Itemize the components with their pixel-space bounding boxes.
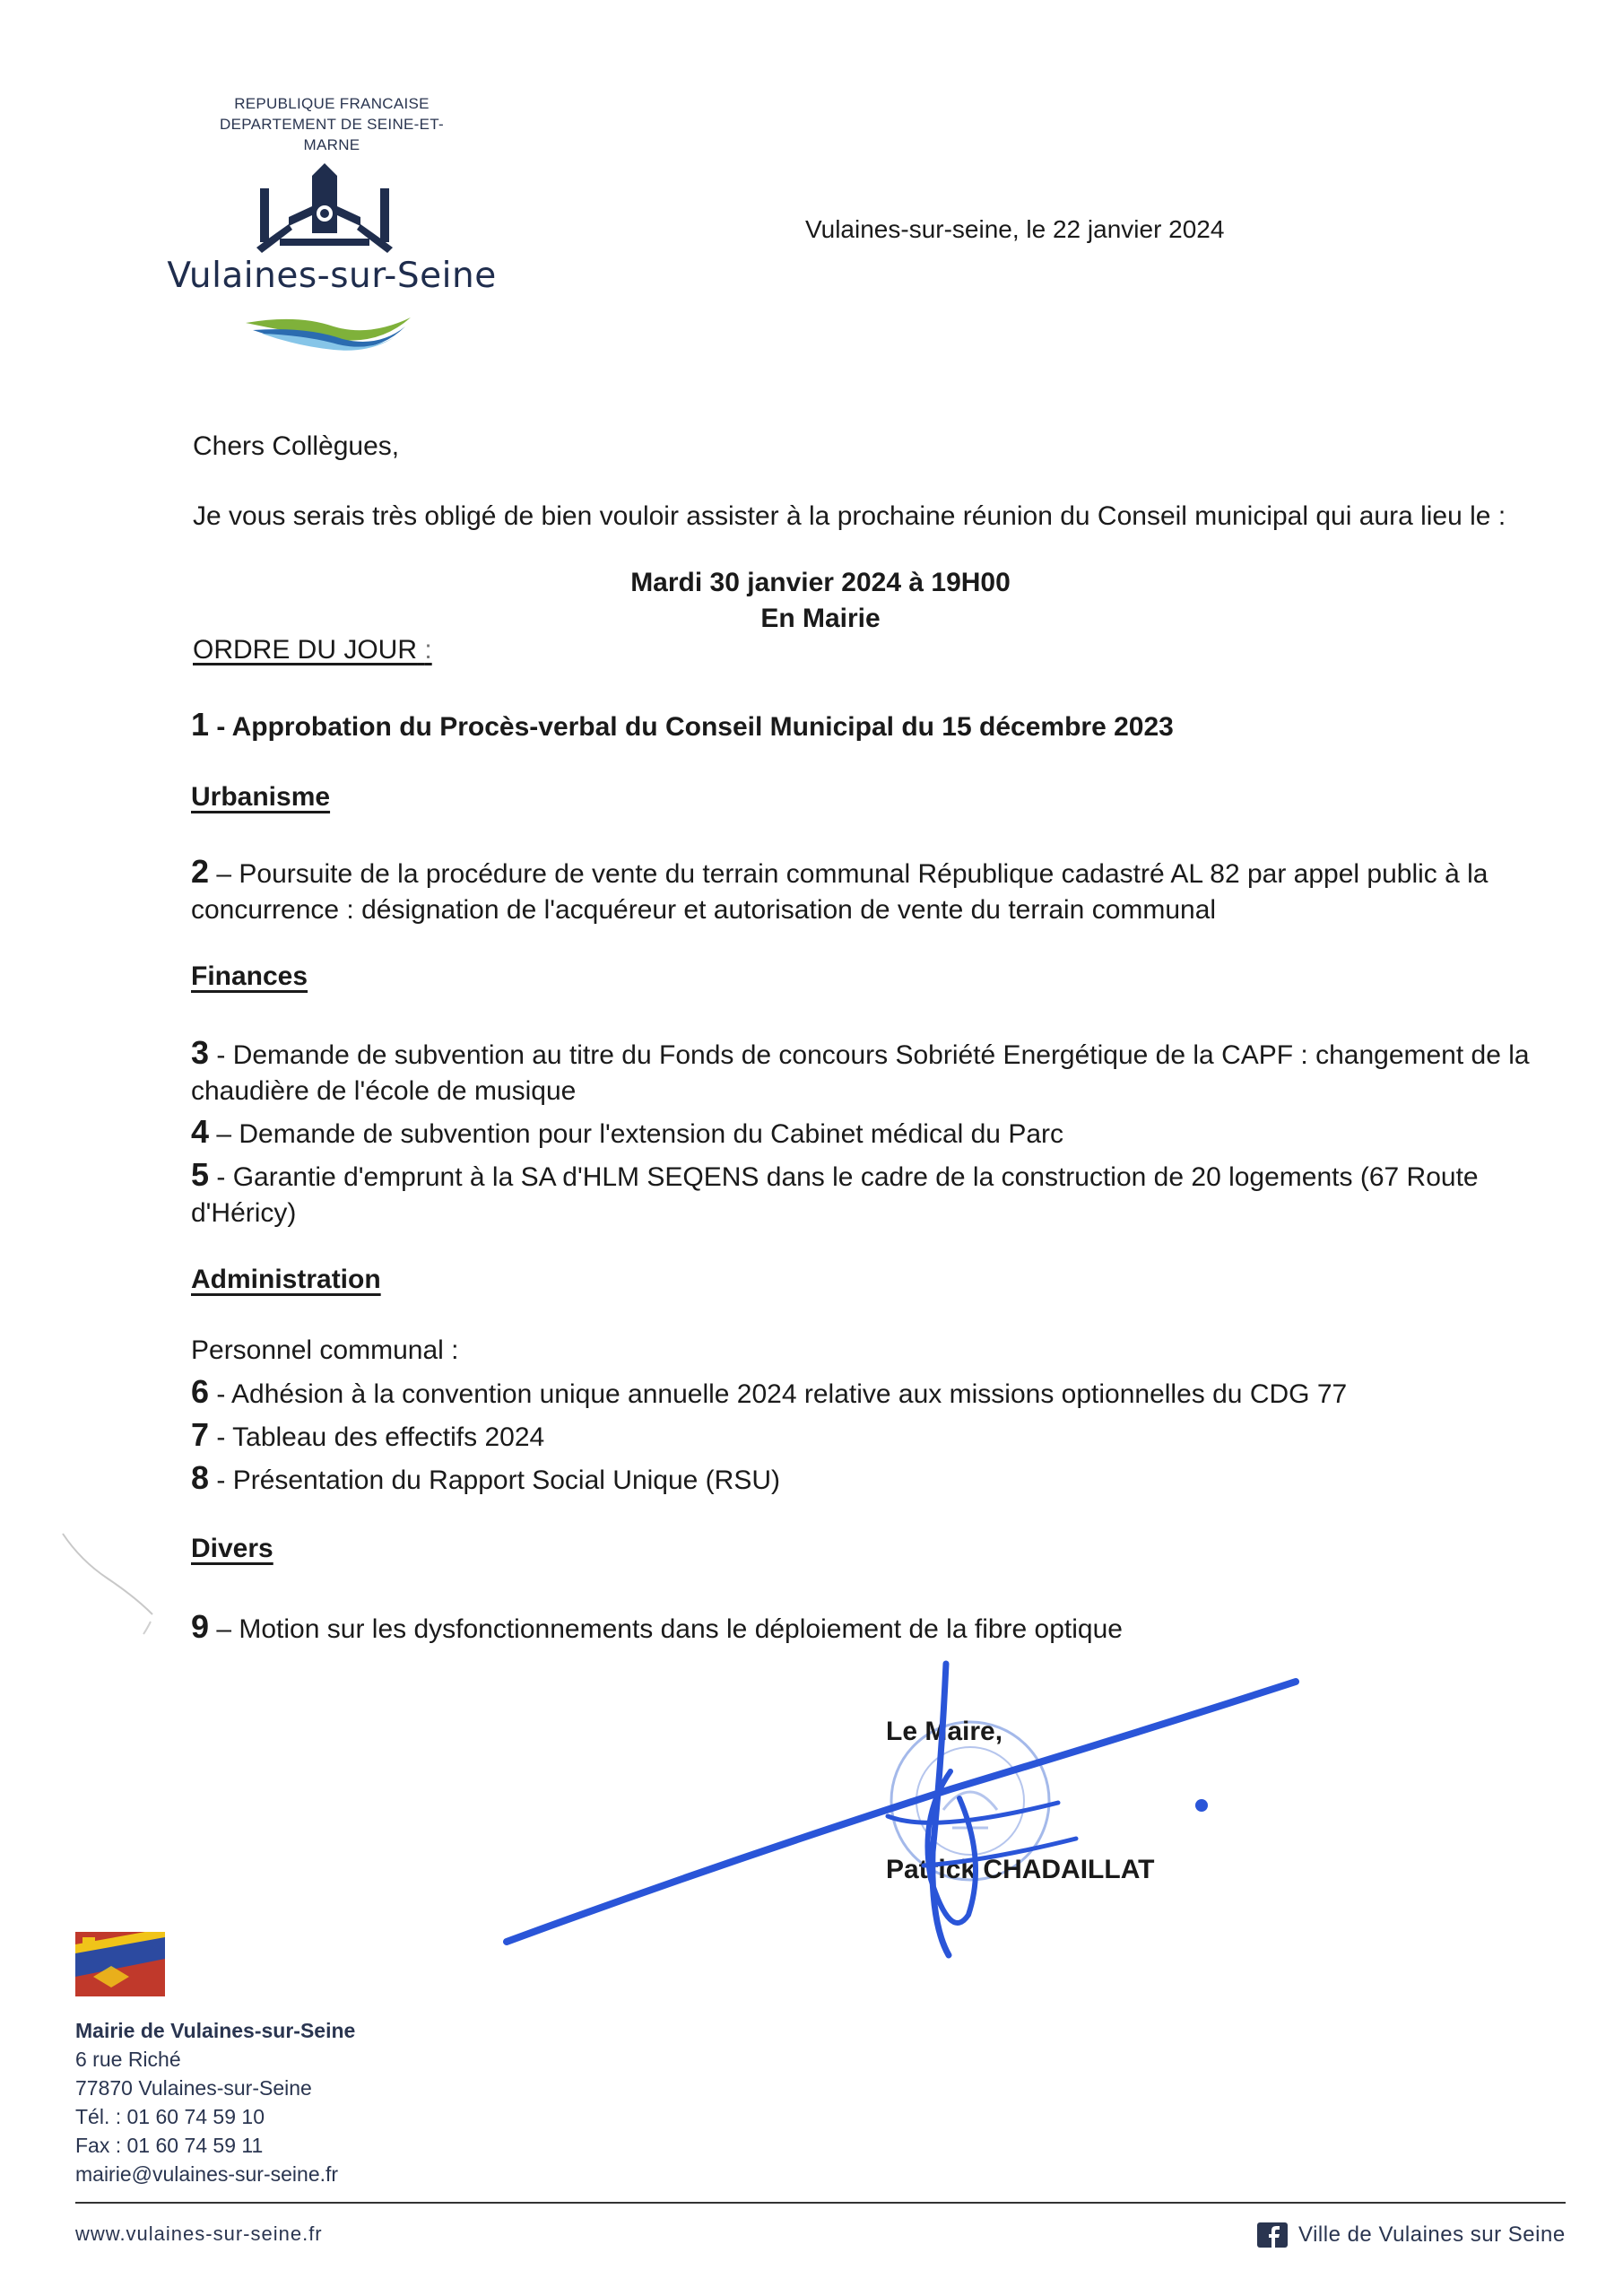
handwritten-signature: [502, 1655, 1309, 2013]
intro-paragraph: Je vous serais très obligé de bien vouloir assister à la prochaine réunion du Conseil municipal qui aura lieu le :: [193, 501, 1506, 531]
commune-logo-name: Vulaines-sur-Seine: [167, 256, 497, 296]
republic-line: REPUBLIQUE FRANCAISE: [234, 95, 430, 112]
agenda-item-6: [191, 1374, 1347, 1413]
agenda-item-text: – Demande de subvention pour l'extension du Cabinet médical du Parc: [209, 1119, 1064, 1149]
agenda-item-number: 7: [191, 1416, 210, 1453]
agenda-item-text: - Demande de subvention au titre du Fonds de concours Sobriété Energétique de la CAPF : changement de la: [209, 1040, 1530, 1070]
agenda-title-colon: :: [424, 635, 432, 665]
personnel-label: Personnel communal :: [191, 1335, 459, 1365]
agenda-item-text: - Approbation du Procès-verbal du Conseil Municipal du 15 décembre 2023: [209, 712, 1174, 742]
agenda-item-number: 1: [191, 706, 210, 743]
agenda-item-number: 3: [191, 1034, 210, 1071]
agenda-item-text-continued: chaudière de l'école de musique: [191, 1076, 577, 1106]
mairie-phone: Tél. : 01 60 74 59 10: [75, 2105, 265, 2128]
agenda-item-9: [191, 1609, 1123, 1648]
meeting-place: En Mairie: [760, 604, 881, 633]
agenda-item-number: 6: [191, 1373, 210, 1410]
website-link[interactable]: www.vulaines-sur-seine.fr: [75, 2222, 323, 2245]
greeting: Chers Collègues,: [193, 431, 400, 461]
agenda-item-number: 2: [191, 853, 210, 890]
town-hall-logo-icon: [253, 161, 396, 257]
facebook-page-link[interactable]: Ville de Vulaines sur Seine: [1298, 2222, 1566, 2247]
meeting-info: [538, 565, 1103, 637]
agenda-title-text: ORDRE DU JOUR: [193, 635, 418, 665]
mairie-fax: Fax : 01 60 74 59 11: [75, 2134, 264, 2157]
agenda-item-text: – Poursuite de la procédure de vente du terrain communal République cadastré AL 82 par appel public à la: [209, 859, 1488, 889]
mairie-city: 77870 Vulaines-sur-Seine: [75, 2076, 312, 2100]
scan-mark: [54, 1525, 170, 1641]
section-finances: Finances: [191, 961, 308, 991]
agenda-item-number: 9: [191, 1608, 210, 1645]
river-wave-icon: [244, 307, 412, 352]
agenda-item-4: [191, 1114, 1063, 1152]
agenda-item-3: [191, 1035, 1530, 1109]
section-administration: Administration: [191, 1265, 381, 1294]
section-divers: Divers: [191, 1534, 273, 1563]
agenda-item-text: – Motion sur les dysfonctionnements dans le déploiement de la fibre optique: [209, 1614, 1123, 1644]
mairie-name: Mairie de Vulaines-sur-Seine: [75, 2019, 356, 2042]
coat-of-arms-icon: [75, 1932, 165, 1996]
signatory-title: Le Maire,: [886, 1717, 1003, 1746]
department-line: DEPARTEMENT DE SEINE-ET-: [220, 116, 444, 133]
meeting-date-time: Mardi 30 janvier 2024 à 19H00: [630, 568, 1011, 597]
mairie-address-block: [75, 2016, 355, 2188]
signatory-name: Patrick CHADAILLAT: [886, 1855, 1155, 1884]
agenda-item-text-continued: d'Héricy): [191, 1198, 297, 1228]
department-line-2: MARNE: [303, 136, 360, 153]
agenda-item-text: - Garantie d'emprunt à la SA d'HLM SEQENS dans le cadre de la construction de 20 logements (67 Route: [209, 1162, 1479, 1192]
agenda-item-text: - Tableau des effectifs 2024: [209, 1422, 545, 1452]
agenda-title: [193, 635, 432, 665]
section-urbanisme: Urbanisme: [191, 782, 331, 812]
agenda-item-2: [191, 854, 1488, 928]
agenda-item-8: [191, 1460, 780, 1499]
republic-header: [188, 93, 475, 155]
mairie-street: 6 rue Riché: [75, 2048, 181, 2071]
agenda-item-number: 8: [191, 1459, 210, 1496]
agenda-item-text: - Adhésion à la convention unique annuelle 2024 relative aux missions optionnelles du CDG 77: [209, 1379, 1348, 1409]
letter-date: Vulaines-sur-seine, le 22 janvier 2024: [805, 215, 1225, 243]
agenda-item-number: 5: [191, 1156, 210, 1193]
agenda-item-5: [191, 1157, 1479, 1231]
facebook-icon: [1257, 2222, 1288, 2248]
agenda-item-text: - Présentation du Rapport Social Unique (RSU): [209, 1465, 781, 1495]
agenda-item-number: 4: [191, 1113, 210, 1150]
agenda-item-1: [191, 707, 1174, 745]
agenda-item-7: [191, 1417, 544, 1456]
footer-divider: [75, 2202, 1566, 2204]
mairie-email[interactable]: mairie@vulaines-sur-seine.fr: [75, 2162, 339, 2186]
agenda-item-text-continued: concurrence : désignation de l'acquéreur et autorisation de vente du terrain communal: [191, 895, 1217, 925]
